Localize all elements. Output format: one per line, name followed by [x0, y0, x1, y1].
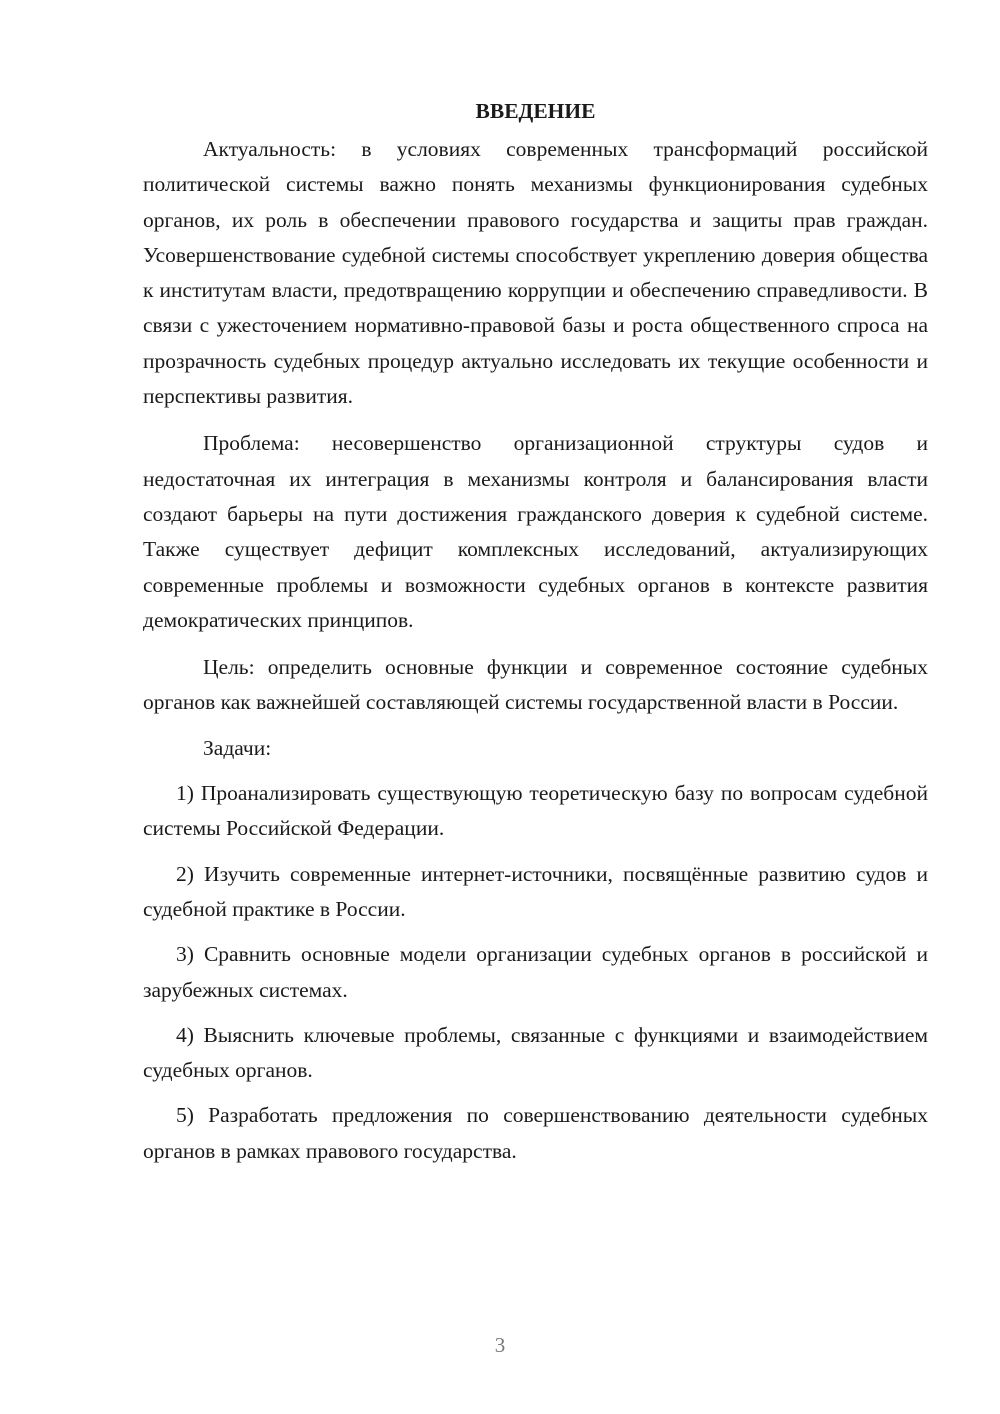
task-item-3: 3) Сравнить основные модели организации судебных органов в российской и зарубежных системах.: [143, 942, 928, 1002]
relevance-paragraph: Актуальность: в условиях современных трансформаций российской политической системы важно понять механизмы функционирования судебных органов, их роль в обеспечении правового государства и защиты прав граждан. Усовершенствование судебной системы способствует укреплению доверия общества к институтам власти, предотвращению коррупции и обеспечению справедливости. В связи с ужесточением нормативно-правовой базы и роста общественного спроса на прозрачность судебных процедур актуально исследовать их текущие особенности и перспективы развития.: [143, 137, 928, 409]
task-item-2: 2) Изучить современные интернет-источники, посвящённые развитию судов и судебной практике в России.: [143, 861, 928, 921]
task-item-1: 1) Проанализировать существующую теоретическую базу по вопросам судебной системы Российской Федерации.: [143, 781, 928, 841]
section-title: ВВЕДЕНИЕ: [475, 99, 596, 123]
tasks-list: [143, 776, 928, 1169]
document-body: [143, 94, 928, 1169]
problem-paragraph: Проблема: несовершенство организационной структуры судов и недостаточная их интеграция в механизмы контроля и балансирования власти создают барьеры на пути достижения гражданского доверия к судебной системе. Также существует дефицит комплексных исследований, актуализирующих современные проблемы и возможности судебных органов в контексте развития демократических принципов.: [143, 431, 928, 632]
task-item-5: 5) Разработать предложения по совершенствованию деятельности судебных органов в рамках правового государства.: [143, 1103, 928, 1163]
goal-paragraph: Цель: определить основные функции и современное состояние судебных органов как важнейшей составляющей системы государственной власти в России.: [143, 655, 928, 715]
tasks-label: Задачи:: [203, 735, 272, 760]
page-number: 3: [494, 1333, 506, 1357]
task-item-4: 4) Выяснить ключевые проблемы, связанные с функциями и взаимодействием судебных органов.: [143, 1022, 928, 1083]
